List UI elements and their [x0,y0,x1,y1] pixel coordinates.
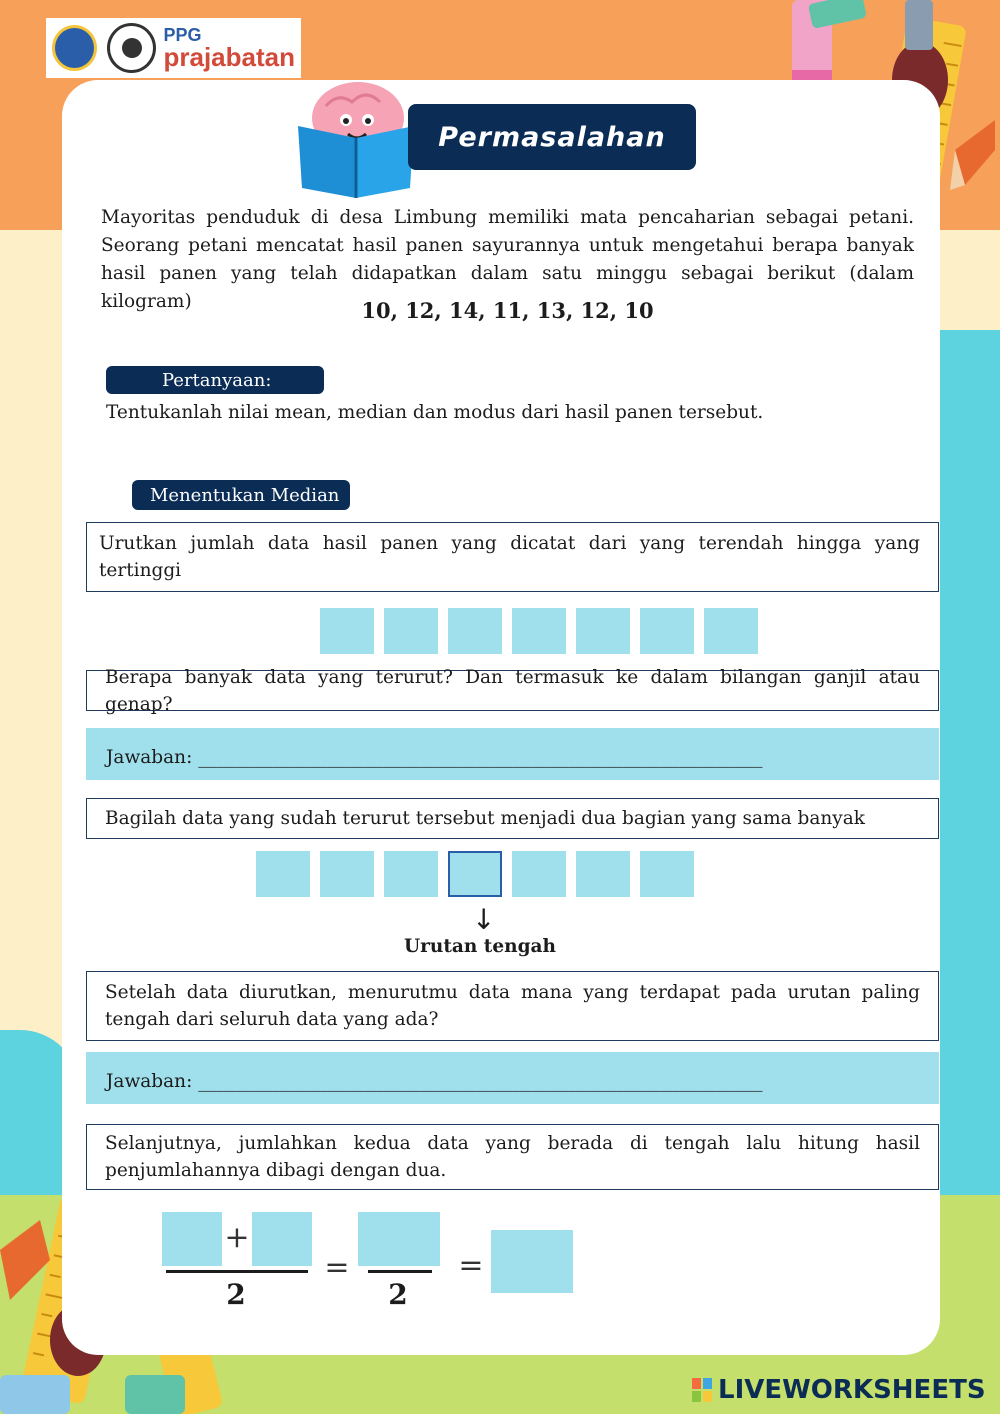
ministry-seal-icon [52,25,97,71]
split-input-box[interactable] [576,851,630,897]
brand-text: LIVEWORKSHEETS [718,1375,986,1405]
liveworksheets-brand [692,1373,992,1407]
sorted-input-box[interactable] [512,608,566,654]
formula-sum-input[interactable] [358,1212,440,1266]
formula-addend-2-input[interactable] [252,1212,312,1266]
middle-input-box[interactable] [448,851,502,897]
logo-title: PPG [163,25,202,45]
question-text: Tentukanlah nilai mean, median dan modus dari hasil panen tersebut. [106,402,764,423]
formula-addend-1-input[interactable] [162,1212,222,1266]
formula-result-input[interactable] [491,1230,573,1293]
formula-divisor-2: 2 [388,1278,408,1311]
formula-equals-sign-1: = [324,1250,350,1285]
split-data-input-row [256,851,694,897]
split-input-box[interactable] [640,851,694,897]
formula-equals-sign-2: = [458,1248,484,1283]
split-input-box[interactable] [384,851,438,897]
step-split-text: Bagilah data yang sudah terurut tersebut menjadi dua bagian yang sama banyak [105,808,865,829]
institution-logo [46,18,301,78]
step-count-text: Berapa banyak data yang terurut? Dan termasuk ke dalam bilangan ganjil atau genap? [105,666,920,715]
arrow-down-icon: ↓ [472,903,496,936]
brain-reading-book-icon [296,76,416,198]
median-section-label: Menentukan Median [132,480,350,510]
formula-divisor-1: 2 [226,1278,246,1311]
harvest-data-values: 10, 12, 14, 11, 13, 12, 10 [361,298,654,323]
split-input-box[interactable] [256,851,310,897]
question-label: Pertanyaan: [106,366,324,394]
problem-intro: Mayoritas penduduk di desa Limbung memiliki mata pencaharian sebagai petani. Seorang petani mencatat hasil panen sayurannya untuk mengetahui berapa banyak hasil panen yang telah didapatkan dalam satu minggu sebagai berikut (dalam kilogram) [101,207,914,312]
answer-field-middle[interactable]: Jawaban: _____________________________________________________________ [86,1052,939,1104]
page-title: Permasalahan [408,104,696,170]
sorted-data-input-row [320,608,758,654]
sorted-input-box[interactable] [320,608,374,654]
step-middle-text: Setelah data diurutkan, menurutmu data mana yang terdapat pada urutan paling tengah dari seluruh data yang ada? [105,982,920,1030]
sorted-input-box[interactable] [704,608,758,654]
step-count-instruction [86,666,939,715]
step-sort-instruction [86,522,939,592]
step-average-instruction [86,1124,939,1190]
step-sort-text: Urutkan jumlah data hasil panen yang dicatat dari yang terendah hingga yang tertinggi [99,533,920,581]
formula-fraction-bar-1 [166,1270,308,1273]
split-input-box[interactable] [512,851,566,897]
formula-fraction-bar-2 [368,1270,432,1273]
sorted-input-box[interactable] [448,608,502,654]
split-input-box[interactable] [320,851,374,897]
sorted-input-box[interactable] [576,608,630,654]
university-seal-icon [107,23,156,73]
formula-plus-sign: + [224,1220,250,1255]
step-average-text: Selanjutnya, jumlahkan kedua data yang berada di tengah lalu hitung hasil penjumlahannya dibagi dengan dua. [105,1133,920,1181]
logo-subtitle: prajabatan [163,42,295,72]
liveworksheets-logo-icon [692,1378,712,1402]
step-middle-instruction [86,971,939,1041]
step-split-instruction [86,798,939,839]
sorted-input-box[interactable] [384,608,438,654]
middle-position-label: Urutan tengah [404,936,556,957]
sorted-input-box[interactable] [640,608,694,654]
answer-field-count[interactable]: Jawaban: _____________________________________________________________ [86,728,939,780]
